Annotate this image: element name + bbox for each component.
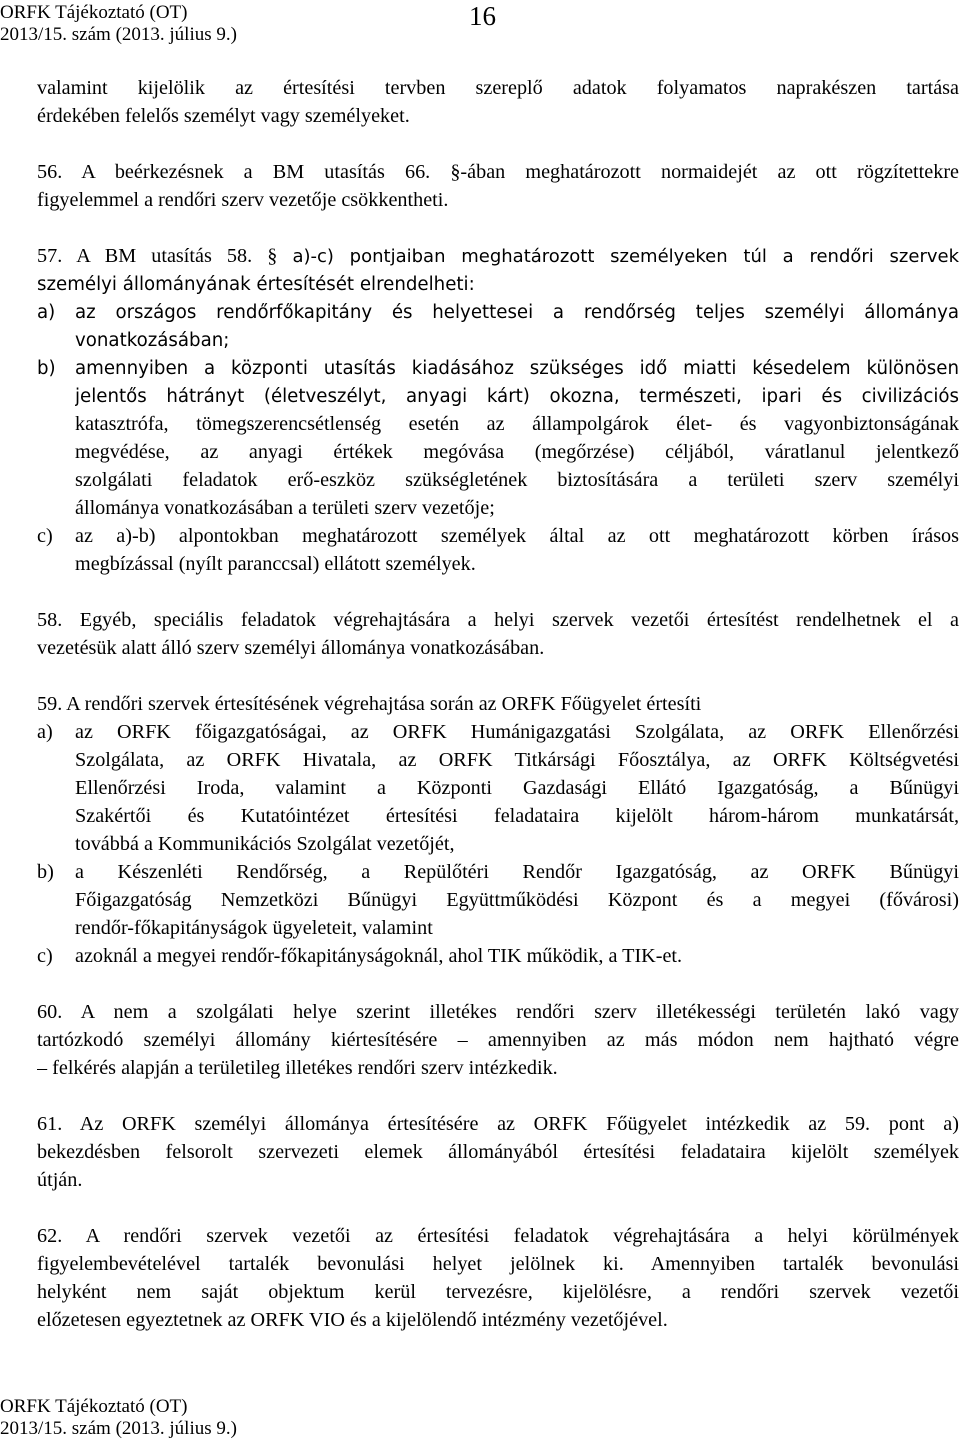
p59-a-line: az ORFK főigazgatóságai, az ORFK Humánigazgatási Szolgálata, az ORFK Ellenőrzési [75,721,959,743]
p57-b-line: amennyiben a központi utasítás kiadásához szükséges idő miatti késedelem különösen [75,358,959,379]
p57-line: személyi állományának értesítését elrendelheti: [37,274,475,295]
p60-line: tartózkodó személyi állomány kiértesítésére – amennyiben az más módon nem hajtható végre [37,1029,959,1051]
p62-line: előzetesen egyeztetnek az ORFK VIO és a kijelölendő intézmény vezetőjével. [37,1309,668,1331]
footer-title: ORFK Tájékoztató (OT) [0,1396,188,1417]
p56-line: 56. A beérkezésnek a BM utasítás 66. §-ában meghatározott normaidejét az ott rögzítettekre [37,161,959,183]
p61-line: 61. Az ORFK személyi állománya értesítésére az ORFK Főügyelet intézkedik az 59. pont a) [37,1113,959,1135]
p59-b-line: a Készenléti Rendőrség, a Repülőtéri Rendőr Igazgatóság, az ORFK Bűnügyi [75,861,959,883]
p59-line: 59. A rendőri szervek értesítésének végrehajtása során az ORFK Főügyelet értesíti [37,693,702,715]
p59-b-line: Főigazgatóság Nemzetközi Bűnügyi Együttműködési Központ és a megyei (fővárosi) [75,889,959,911]
page-number: 16 [469,1,496,31]
p61-line: bekezdésben felsorolt szervezeti elemek állományából értesítési feladataira kijelölt személyek [37,1141,959,1163]
item-label: c) [37,945,53,967]
p58-line: 58. Egyéb, speciális feladatok végrehajtására a helyi szervek vezetői értesítést rendelhetnek el a [37,609,959,631]
p61-line: útján. [37,1169,83,1191]
p62-line: figyelembevételével tartalék bevonulási helyet jelölnek ki. Amennyiben tartalék bevonulási [37,1253,959,1275]
item-label: b) [37,358,56,379]
p59-a-line: Szolgálata, az ORFK Hivatala, az ORFK Titkársági Főosztálya, az ORFK Költségvetési [75,749,959,771]
p57-b-line: szolgálati feladatok erő-eszköz szükségletének biztosítására a területi szerv személyi [75,469,959,491]
p57-a-line: az országos rendőrfőkapitány és helyettesei a rendőrség teljes személyi állománya [75,302,959,323]
p57-heading-text: a)-c) pontjaiban meghatározott személyeken túl a rendőri szervek [292,246,959,267]
item-label: a) [37,302,56,323]
p62-line: 62. A rendőri szervek vezetői az értesítési feladatok végrehajtására a helyi körülmények [37,1225,959,1247]
p60-line: 60. A nem a szolgálati helye szerint illetékes rendőri szerv illetékességi területén lakó vagy [37,1001,959,1023]
p59-b-line: rendőr-főkapitányságok ügyeleteit, valamint [75,917,433,939]
p57-b-line: jelentős hátrányt (életveszélyt, anyagi kárt) okozna, természeti, ipari és civilizációs [75,386,959,407]
p58-line: vezetésük alatt álló szerv személyi állománya vonatkozásában. [37,637,545,659]
p59-a-line: továbbá a Kommunikációs Szolgálat vezetőjét, [75,833,455,855]
intro-line: valamint kijelölik az értesítési tervben szereplő adatok folyamatos naprakészen tartása [37,77,959,99]
item-label: b) [37,861,54,883]
p56-line: figyelemmel a rendőri szerv vezetője csökkentheti. [37,189,449,211]
p57-c-line: az a)-b) alpontokban meghatározott személyek által az ott meghatározott körben írásos [75,525,959,547]
p57-b-line: katasztrófa, tömegszerencsétlenség esetén az állampolgárok élet- és vagyonbiztonságának [75,413,959,435]
p59-c-line: azoknál a megyei rendőr-főkapitányságoknál, ahol TIK működik, a TIK-et. [75,945,683,967]
p57-a-line: vonatkozásában; [75,330,230,351]
p57-heading-line [37,241,959,272]
p57-c-line: megbízással (nyílt paranccsal) ellátott személyek. [75,553,476,575]
p57-b-line: megvédése, az anyagi értékek megóvása (megőrzése) céljából, váratlanul jelentkező [75,441,959,463]
p60-line: – felkérés alapján a területileg illetékes rendőri szerv intézkedik. [37,1057,558,1079]
p62-line: helyként nem saját objektum kerül tervezésre, kijelölésre, a rendőri szervek vezetői [37,1281,959,1303]
item-label: c) [37,525,53,547]
p57-b-line: állománya vonatkozásában a területi szerv vezetője; [75,497,495,519]
header-issue: 2013/15. szám (2013. július 9.) [0,24,237,45]
intro-line: érdekében felelős személyt vagy személyeket. [37,105,410,127]
p59-a-line: Ellenőrzési Iroda, valamint a Központi Gazdasági Ellátó Igazgatóság, a Bűnügyi [75,777,959,799]
p57-heading-ref: 57. A BM utasítás 58. § [37,245,278,267]
p59-a-line: Szakértői és Kutatóintézet értesítési feladataira kijelölt három-három munkatársát, [75,805,959,827]
header-title: ORFK Tájékoztató (OT) [0,2,188,23]
item-label: a) [37,721,53,743]
footer-issue: 2013/15. szám (2013. július 9.) [0,1418,237,1439]
